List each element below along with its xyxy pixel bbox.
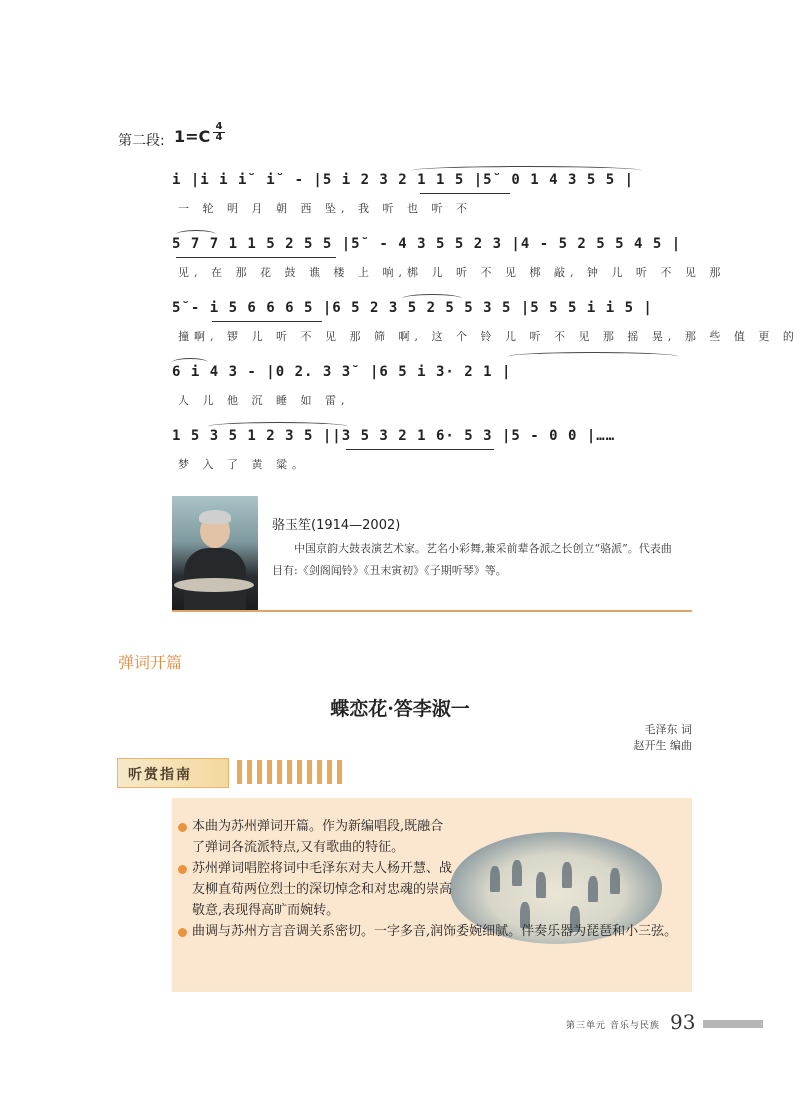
key-signature: 1=C [174,127,211,146]
meter-top: 4 [215,121,223,132]
bullet-dot-icon [178,928,187,937]
listening-guide-box [172,798,692,992]
artist-name: 骆玉笙(1914—2002) [272,518,401,533]
lyrics-line: 见, 在 那 花 鼓 谯 楼 上 响,梆 儿 听 不 见 梆 敲, 钟 儿 听 不 见 那 [178,266,726,279]
bullet-dot-icon [178,865,187,874]
time-signature [213,122,225,143]
notation-line: 5˘- i 5 6 6 6 5 |6 5 2 3 5 2 5 5 3 5 |5 5 5 i i 5 | [172,300,653,316]
guide-bullet: 苏州弹词唱腔将词中毛泽东对夫人杨开慧、战友柳直荀两位烈士的深切悼念和对忠魂的崇高敬意,表现得高旷而婉转。 [178,858,452,921]
section-label: 第二段: [118,133,165,149]
composer-credit: 赵开生 编曲 [633,739,692,752]
lyricist-credit: 毛泽东 词 [644,723,692,736]
guide-bullet: 本曲为苏州弹词开篇。作为新编唱段,既融合了弹词各流派特点,又有歌曲的特征。 [178,816,452,858]
notation-line: 6 i 4 3 - |0 2. 3 3˘ |6 5 i 3· 2 1 | [172,364,512,380]
score-system-1 [172,160,682,224]
artist-portrait [172,496,258,610]
notation-line: 1 5 3 5 1 2 3 5 ||3 5 3 2 1 6· 5 3 |5 - 0 0 |…… [172,428,616,444]
listening-guide-banner [117,758,342,786]
lyrics-line: 人 儿 他 沉 睡 如 雷, [178,394,350,407]
lyrics-line: 撞啊, 锣 儿 听 不 见 那 筛 啊, 这 个 铃 儿 听 不 见 那 摇 晃, 那 些 值 更 的 [178,330,799,343]
artist-bio-card [172,496,692,612]
score-system-3 [172,288,799,352]
music-score [172,160,799,480]
song-credits [560,722,692,754]
notation-line: i |i i i˘ i˘ - |5 i 2 3 2 1 1 5 |5˘ 0 1 4 3 5 5 | [172,172,635,188]
bullet-dot-icon [178,823,187,832]
lyrics-line: 一 轮 明 月 朝 西 坠, 我 听 也 听 不 [178,202,472,215]
decorative-stripes [237,760,342,784]
guide-label: 听赏指南 [128,767,192,783]
page-bar-decoration [703,1020,763,1028]
lyrics-line: 梦 入 了 黄 粱。 [178,458,308,471]
footer-chapter: 第三单元 音乐与民族 [566,1021,660,1031]
section-heading: 弹词开篇 [118,653,183,672]
score-system-4 [172,352,682,416]
score-system-2 [172,224,726,288]
guide-bullets [178,816,678,942]
notation-line: 5 7 7 1 1 5 2 5 5 |5˘ - 4 3 5 5 2 3 |4 - 5 2 5 5 4 5 | [172,236,682,252]
artist-description: 中国京韵大鼓表演艺术家。艺名小彩舞,兼采前辈各派之长创立“骆派”。代表曲目有:《剑阁闻铃》《丑末寅初》《子期听琴》等。 [272,542,672,577]
guide-label-box [117,758,229,788]
guide-bullet: 曲调与苏州方言音调关系密切。一字多音,润饰委婉细腻。伴奏乐器为琵琶和小三弦。 [178,921,678,942]
meter-bottom: 4 [213,132,225,143]
page-number: 93 [670,1010,696,1034]
score-system-5 [172,416,682,480]
song-title: 蝶恋花·答李淑一 [330,698,470,720]
